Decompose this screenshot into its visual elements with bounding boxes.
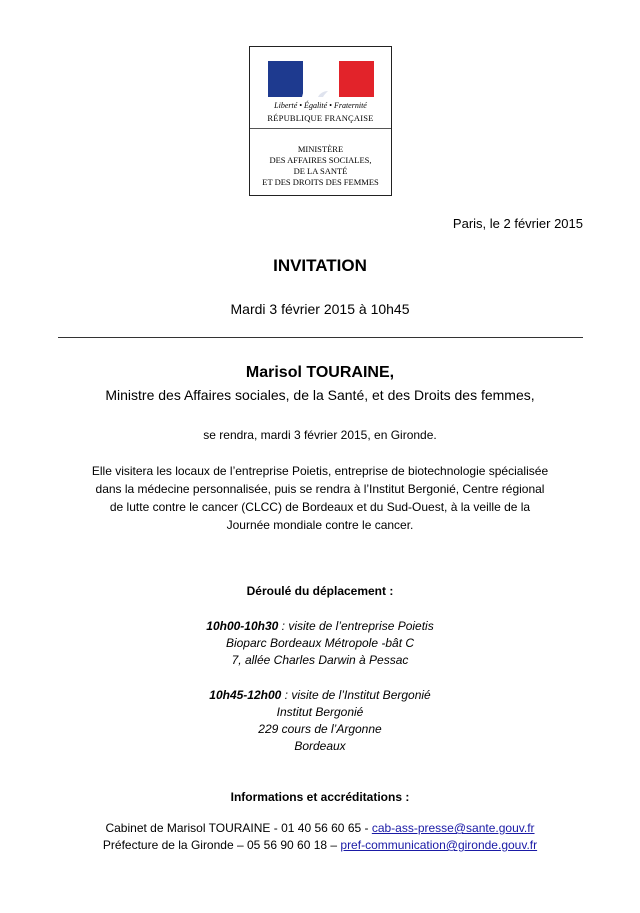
event-date: Mardi 3 février 2015 à 10h45 (230, 301, 410, 317)
republic-name: RÉPUBLIQUE FRANÇAISE (267, 113, 374, 123)
info-heading: Informations et accréditations : (230, 790, 410, 804)
ministry-line: ET DES DROITS DES FEMMES (262, 177, 379, 187)
description-line: de lutte contre le cancer (CLCC) de Bordeaux et du Sud-Ouest, à la veille de la (109, 500, 531, 514)
contact-line (0, 821, 640, 835)
schedule-address-line: Institut Bergonié (276, 705, 364, 719)
description-line: Journée mondiale contre le cancer. (226, 518, 414, 532)
schedule-item (0, 687, 640, 755)
contact-email-link[interactable]: pref-communication@gironde.gouv.fr (340, 838, 538, 852)
schedule-desc: : visite de l’entreprise Poietis (278, 619, 434, 633)
republic-motto: Liberté • Égalité • Fraternité (274, 101, 367, 110)
visit-announcement: se rendra, mardi 3 février 2015, en Gironde. (203, 428, 437, 442)
contact-label: Préfecture de la Gironde – 05 56 90 60 18 – (102, 838, 341, 852)
french-flag-emblem (268, 61, 374, 97)
marianne-profile-icon (268, 61, 374, 97)
schedule-address-line: Bioparc Bordeaux Métropole -bât C (225, 636, 415, 650)
minister-role: Ministre des Affaires sociales, de la Santé, et des Droits des femmes, (105, 387, 535, 403)
schedule-address-line: 7, allée Charles Darwin à Pessac (231, 653, 409, 667)
schedule-time: 10h45-12h00 (209, 688, 282, 702)
ministry-line: DE LA SANTÉ (293, 166, 348, 176)
divider (58, 337, 583, 338)
contact-email-link[interactable]: cab-ass-presse@sante.gouv.fr (371, 821, 535, 835)
page-title: INVITATION (273, 256, 367, 275)
description-line: dans la médecine personnalisée, puis se rendra à l’Institut Bergonié, Centre régional (95, 482, 545, 496)
ministry-name (250, 144, 391, 188)
contact-label: Cabinet de Marisol TOURAINE - 01 40 56 60 65 - (105, 821, 372, 835)
marianne-logo-block (249, 46, 392, 196)
logo-divider (250, 128, 391, 129)
schedule-desc: : visite de l’Institut Bergonié (281, 688, 431, 702)
ministry-line: MINISTÈRE (297, 144, 344, 154)
contact-line (0, 838, 640, 852)
schedule-heading: Déroulé du déplacement : (246, 584, 394, 598)
schedule-address-line: 229 cours de l’Argonne (258, 722, 382, 736)
description-line: Elle visitera les locaux de l’entreprise Poietis, entreprise de biotechnologie spécialisée (91, 464, 549, 478)
date-line: Paris, le 2 février 2015 (452, 216, 583, 231)
ministry-line: DES AFFAIRES SOCIALES, (269, 155, 372, 165)
schedule-item (0, 618, 640, 669)
schedule-time: 10h00-10h30 (206, 619, 279, 633)
schedule-address-line: Bordeaux (294, 739, 346, 753)
minister-name: Marisol TOURAINE, (245, 364, 395, 381)
visit-description (70, 462, 570, 534)
